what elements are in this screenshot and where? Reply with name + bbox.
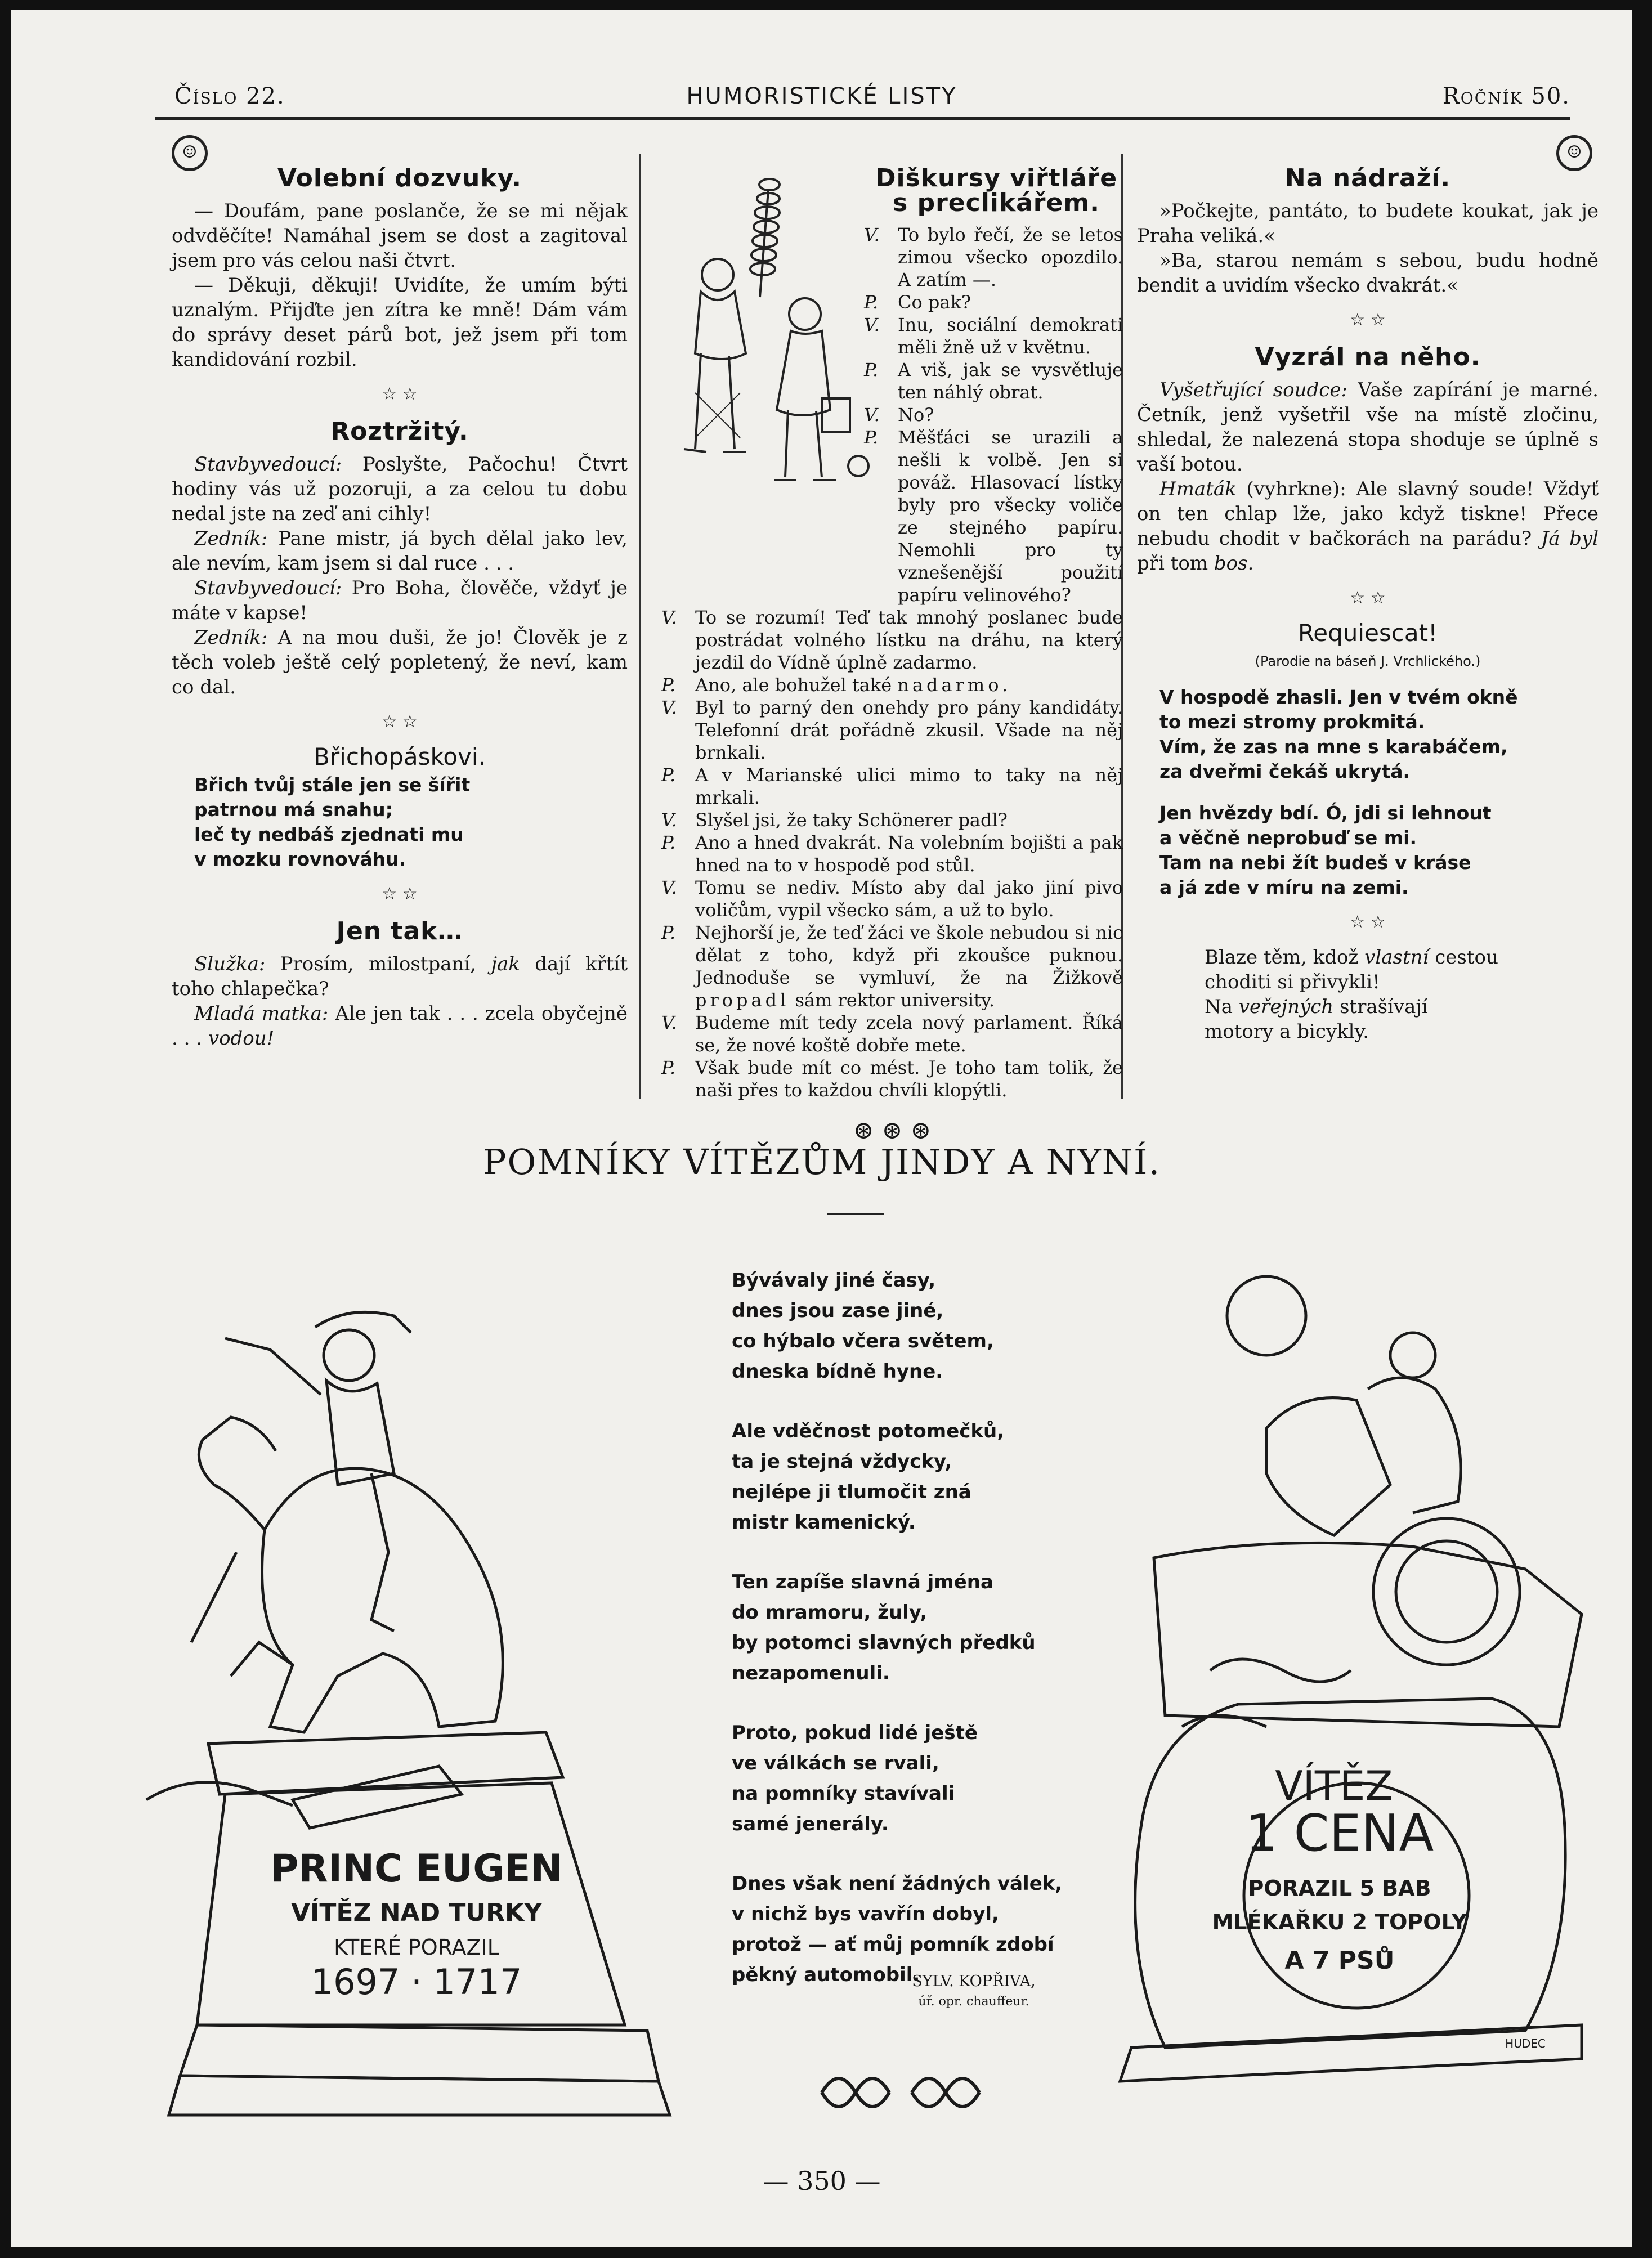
article-title: Volební dozvuky.	[277, 164, 522, 192]
verse-line: Bývávaly jiné časy,	[732, 1269, 936, 1292]
dialogue-text	[898, 291, 1123, 313]
speech: Vaše zapírání je marné. Četník, jenž vyšetřil vše na místě zločinu, shledal, že nalezená stopa shoduje se úplně s vaší botou.	[1137, 379, 1599, 476]
emphasis: bos.	[1214, 552, 1254, 575]
dialogue-text	[695, 674, 1123, 696]
article-title-line2: s preclikářem.	[893, 189, 1100, 217]
dialogue-text	[695, 696, 1123, 764]
dialogue-speaker: P.	[661, 832, 676, 853]
speech: Ale jen tak . . . zcela obyčejně . . .	[172, 1002, 628, 1050]
emphasis: jak	[491, 953, 520, 975]
separator-stars-icon: ☆ ☆	[1350, 588, 1386, 608]
verse-line: do mramoru, žuly,	[732, 1601, 928, 1624]
speaker: Vyšetřující soudce:	[1159, 379, 1347, 401]
dialogue-line	[864, 426, 1123, 606]
ornament-left-icon: ☺	[172, 135, 208, 171]
column-2	[661, 154, 1123, 1153]
verse-line: Tam na nebi žít budeš v kráse	[1159, 852, 1471, 873]
dialogue-speaker: P.	[864, 292, 879, 313]
dialogue-list	[661, 223, 1123, 1101]
speaker: Stavbyvedoucí:	[194, 453, 342, 476]
verse-line: a věčně neprobuď se mi.	[1159, 827, 1417, 849]
paragraph	[172, 1001, 628, 1051]
dialogue-speaker: V.	[864, 224, 880, 245]
monument-text: A 7 PSŮ	[1284, 1946, 1395, 1975]
verse-text: Na	[1205, 996, 1233, 1018]
dialogue-speaker: V.	[661, 809, 677, 831]
verse-line: Vím, že zas na mne s karabáčem,	[1159, 736, 1508, 758]
dialogue-speaker: V.	[661, 1012, 677, 1033]
dialogue-speaker: P.	[661, 764, 676, 786]
verse-line: Dnes však není žádných válek,	[732, 1872, 1063, 1895]
dialogue-text-main: Inu, sociální demokrati měli žně už v květnu.	[898, 314, 1123, 358]
separator-stars-icon: ☆ ☆	[382, 884, 418, 904]
speaker: Zedník:	[194, 527, 268, 550]
volume-number: Ročník 50.	[1442, 83, 1570, 109]
illustration-equestrian-monument	[124, 1237, 720, 2138]
verse-line: nezapomenuli.	[732, 1662, 890, 1684]
dialogue-line	[661, 809, 1123, 831]
monument-text: 1 CENA	[1245, 1804, 1434, 1863]
dialogue-line	[661, 674, 1123, 696]
dialogue-text	[695, 831, 1123, 876]
paragraph: »Počkejte, pantáto, to budete koukat, jak je Praha veliká.«	[1137, 200, 1599, 247]
verse-line: v nichž bys vavřín dobyl,	[732, 1903, 999, 1925]
dialogue-line	[661, 831, 1123, 876]
verse-line: nejlépe ji tlumočit zná	[732, 1481, 971, 1503]
speaker: Služka:	[194, 953, 266, 975]
verse-line: ve válkách se rvali,	[732, 1752, 939, 1775]
verse-line: za dveřmi čekáš ukrytá.	[1159, 760, 1411, 782]
speech: Poslyšte, Pačochu! Čtvrt hodiny vás už pozoruji, a za celou tu dobu nedal jste na zeď ani cihly!	[172, 453, 628, 525]
dialogue-speaker: V.	[661, 697, 677, 718]
author-name: SYLV. KOPŘIVA,	[912, 1973, 1036, 1990]
paragraph: — Doufám, pane poslanče, že se mi nějak odvděčíte! Namáhal jsem se dost a zagitoval jsem pro vás celou naši čtvrt.	[172, 200, 628, 272]
verse-line: motory a bicykly.	[1205, 1020, 1369, 1043]
paragraph	[172, 625, 628, 700]
verse-line: dnes jsou zase jiné,	[732, 1300, 944, 1322]
dialogue-speaker: V.	[864, 404, 880, 425]
paragraph: »Ba, starou nemám s sebou, budu hodně bendit a uvidím všecko dvakrát.«	[1137, 249, 1599, 297]
floral-ornament-icon	[811, 2059, 991, 2126]
dialogue-text-main: No?	[898, 404, 934, 425]
monument-text: PORAZIL 5 BAB	[1248, 1876, 1431, 1901]
dialogue-speaker: P.	[864, 359, 879, 380]
paragraph: — Děkuji, děkuji! Uvidíte, že umím býti uznalým. Přijďte jen zítra ke mně! Dám vám do správy deset párů bot, jež jsem při tom kandidování rozbil.	[172, 274, 628, 371]
dialogue-line	[661, 1056, 1123, 1101]
emphasis: Já byl	[1541, 527, 1599, 550]
dialogue-text-main: Nejhorší je, že teď žáci ve škole nebudou si nic dělat z toho, když při zkoušce puknou. Jednoduše se vymluví, že na Žižkově	[695, 922, 1123, 988]
speech: Prosím, milostpaní,	[280, 953, 477, 975]
dialogue-line	[661, 921, 1123, 1011]
paragraph	[172, 952, 628, 1001]
separator-stars-icon: ☆ ☆	[382, 712, 418, 732]
dialogue-text-main: Ano a hned dvakrát. Na volebním bojišti a pak hned na to v hospodě pod stůl.	[695, 832, 1123, 876]
paragraph	[172, 526, 628, 576]
dialogue-speaker: V.	[661, 607, 677, 628]
verse-line: Jen hvězdy bdí. Ó, jdi si lehnout	[1159, 802, 1492, 824]
dialogue-text-main: Však bude mít co mést. Je toho tam tolik, že naši přes to každou chvíli klopýtli.	[695, 1057, 1123, 1101]
dialogue-text-main: Měšťáci se urazili a nešli k volbě. Jen si pováž. Hlasovací lístky byly pro všecky voliče ze stejného papíru. Nemohli pro ty vznešenější použití papíru velinového?	[898, 427, 1123, 606]
speaker: Hmaták	[1159, 478, 1237, 500]
dialogue-speaker: P.	[661, 1057, 676, 1078]
dialogue-line	[661, 876, 1123, 921]
speaker: Mladá matka:	[194, 1002, 329, 1025]
dialogue-text-main: A viš, jak se vysvětluje ten náhlý obrat.	[898, 359, 1123, 403]
column-1	[172, 154, 628, 1051]
dialogue-line	[661, 764, 1123, 809]
verse-line: Ale vděčnost potomečků,	[732, 1420, 1005, 1442]
dialogue-text-tail: sám rektor university.	[795, 989, 995, 1011]
column-3	[1137, 154, 1599, 1044]
dialogue-line	[864, 404, 1123, 426]
separator-stars-icon: ☆ ☆	[1350, 310, 1386, 330]
speaker: Zedník:	[194, 626, 268, 649]
verse-line: pěkný automobil.	[732, 1964, 920, 1986]
speech: A na mou duši, že jo! Člověk je z těch voleb ještě celý popletený, že neví, kam co dal.	[172, 626, 628, 698]
emphasis: vodou!	[208, 1027, 275, 1050]
verse-text: strašívají	[1339, 996, 1428, 1018]
verse-line: mistr kamenický.	[732, 1511, 916, 1534]
dialogue-text	[695, 1056, 1123, 1101]
dialogue-text-main: To se rozumí! Teď tak mnohý poslanec bude postrádat volného lístku na dráhu, na který jezdil do Vídně úplně zadarmo.	[695, 607, 1123, 673]
article-title: Diškursy viřtláře	[875, 164, 1118, 192]
stanza	[732, 1567, 1069, 1688]
dialogue-text	[898, 313, 1123, 359]
emphasis: vlastní	[1364, 946, 1429, 969]
feature-poem	[732, 1265, 1069, 2019]
ornament-right-icon: ☺	[1556, 135, 1592, 171]
title-rule	[827, 1213, 884, 1215]
dialogue-text	[695, 764, 1123, 809]
monument-text: MLÉKAŘKU 2 TOPOLY	[1212, 1910, 1467, 1934]
illustration-automobile-monument	[1098, 1220, 1604, 2126]
dialogue-line	[661, 1011, 1123, 1056]
verse-text: Blaze těm, kdož	[1205, 946, 1359, 969]
closing-verse	[1205, 945, 1599, 1044]
paragraph	[1137, 477, 1599, 576]
monument-text: VÍTĚZ	[1275, 1762, 1393, 1809]
verse-line: a já zde v míru na zemi.	[1159, 876, 1409, 898]
verse-line: v mozku rovnováhu.	[194, 848, 406, 870]
dialogue-line	[864, 291, 1123, 313]
dialogue-line	[864, 359, 1123, 404]
dialogue-speaker: V.	[661, 877, 677, 898]
article-title: Roztržitý.	[330, 417, 469, 446]
paragraph	[172, 452, 628, 526]
page-number: — 350 —	[763, 2166, 881, 2196]
verse-line: na pomníky stavívali	[732, 1782, 955, 1805]
speech: při tom	[1137, 552, 1208, 575]
separator-stars-icon: ☆ ☆	[1350, 912, 1386, 932]
stanza	[732, 1718, 1069, 1839]
article-title: Requiescat!	[1298, 619, 1438, 647]
dialogue-text	[695, 921, 1123, 1011]
article-title: Vyzrál na něho.	[1255, 343, 1481, 371]
dialogue-line	[864, 223, 1123, 291]
verse-line: dneska bídně hyne.	[732, 1360, 943, 1383]
monument-text: PRINC EUGEN	[270, 1847, 563, 1891]
dialogue-speaker: P.	[661, 674, 676, 696]
feature-title: POMNÍKY VÍTĚZŮM JINDY A NYNÍ.	[482, 1141, 1161, 1182]
verse-line: ta je stejná vždycky,	[732, 1450, 952, 1473]
signature	[889, 1972, 1058, 2012]
paragraph	[172, 576, 628, 625]
verse-line: to mezi stromy prokmitá.	[1159, 711, 1425, 733]
newspaper-page	[11, 10, 1632, 2247]
dialogue-speaker: V.	[864, 314, 880, 335]
issue-number: Číslo 22.	[174, 83, 285, 109]
dialogue-text-main: To bylo řečí, že se letos zimou všecko opozdilo. A zatím —.	[898, 224, 1123, 290]
monument-text: 1697 · 1717	[311, 1961, 522, 2002]
speech: dají křtít toho chlapečka?	[172, 953, 628, 1000]
verse-line: V hospodě zhasli. Jen v tvém okně	[1159, 686, 1518, 708]
dialogue-text-main: A v Marianské ulici mimo to taky na něj mrkali.	[695, 764, 1123, 808]
dialogue-text	[898, 359, 1123, 404]
dialogue-text	[898, 426, 1123, 606]
ornament-row-icon: ⊛ ⊛ ⊛	[853, 1116, 932, 1145]
dialogue-text-main: Ano, ale bohužel také	[695, 674, 892, 696]
article-title: Na nádraží.	[1284, 164, 1451, 192]
header-rule	[155, 117, 1570, 120]
paragraph	[1137, 378, 1599, 477]
verse-line: choditi si přivykli!	[1205, 971, 1380, 993]
article-subtitle: (Parodie na báseň J. Vrchlického.)	[1255, 653, 1481, 669]
emphasis-spaced: nadarmo.	[897, 674, 1011, 696]
monument-text: VÍTĚZ NAD TURKY	[290, 1898, 543, 1927]
dialogue-text	[695, 809, 1123, 831]
speech: Pane mistr, já bych dělal jako lev, ale nevím, kam jsem si dal ruce . . .	[172, 527, 628, 575]
dialogue-text	[898, 404, 1123, 426]
verse-line: co hýbalo včera světem,	[732, 1330, 994, 1352]
col2-title-block	[870, 166, 1123, 216]
verse-line: Ten zapíše slavná jména	[732, 1571, 993, 1593]
masthead: HUMORISTICKÉ LISTY	[686, 83, 957, 109]
separator-stars-icon: ☆ ☆	[382, 384, 418, 404]
verse-line: patrnou má snahu;	[194, 799, 393, 821]
verse-line	[1205, 994, 1599, 1019]
verse-line: Proto, pokud lidé ještě	[732, 1722, 978, 1744]
verse-line: leč ty nedbáš zjednati mu	[194, 823, 464, 845]
author-title: úř. opr. chauffeur.	[918, 1995, 1029, 2009]
column-divider	[639, 154, 641, 1099]
dialogue-text-main: Budeme mít tedy zcela nový parlament. Říká se, že nové koště dobře mete.	[695, 1012, 1123, 1056]
verse-line: by potomci slavných předků	[732, 1632, 1036, 1654]
dialogue-text	[898, 223, 1123, 291]
verse-line: protož — ať můj pomník zdobí	[732, 1933, 1054, 1956]
speech: Pro Boha, člověče, vždyť je máte v kapse!	[172, 577, 628, 624]
artist-signature: HUDEC	[1505, 2037, 1546, 2050]
dialogue-text	[695, 606, 1123, 674]
speech: (vyhrkne): Ale slavný soude! Vždyť on ten chlap lže, jako když tiskne! Přece nebudu chodit v bačkorách na parádu?	[1137, 478, 1599, 550]
verse-line: samé jenerály.	[732, 1813, 889, 1835]
parody-poem	[1137, 685, 1599, 900]
article-title: Břichopáskovi.	[314, 743, 486, 770]
dialogue-line	[661, 696, 1123, 764]
verse-line: Břich tvůj stále jen se šířit	[194, 774, 471, 796]
epigram	[172, 773, 628, 872]
emphasis-spaced: propadl	[695, 989, 790, 1011]
stanza-gap	[1159, 784, 1599, 801]
article-title: Jen tak…	[336, 917, 463, 946]
dialogue-text-main: Tomu se nediv. Místo aby dal jako jiní pivo voličům, vypil všecko sám, a už to bylo.	[695, 877, 1123, 921]
stanza	[732, 1265, 1069, 1387]
dialogue-text-main: Slyšel jsi, že taky Schönerer padl?	[695, 809, 1008, 831]
verse-line	[1205, 945, 1599, 970]
dialogue-text	[695, 1011, 1123, 1056]
dialogue-speaker: P.	[661, 922, 676, 943]
emphasis: veřejných	[1238, 996, 1334, 1018]
monument-text: KTERÉ PORAZIL	[334, 1935, 499, 1960]
stanza	[732, 1416, 1069, 1538]
dialogue-line	[864, 313, 1123, 359]
dialogue-line	[661, 606, 1123, 674]
dialogue-speaker: P.	[864, 427, 879, 448]
dialogue-text	[695, 876, 1123, 921]
verse-text: cestou	[1435, 946, 1498, 969]
speaker: Stavbyvedoucí:	[194, 577, 342, 599]
dialogue-text-main: Co pak?	[898, 292, 971, 313]
dialogue-text-main: Byl to parný den onehdy pro pány kandidáty. Telefonní drát pořádně zkusil. Všade na něj brnkali.	[695, 697, 1123, 763]
